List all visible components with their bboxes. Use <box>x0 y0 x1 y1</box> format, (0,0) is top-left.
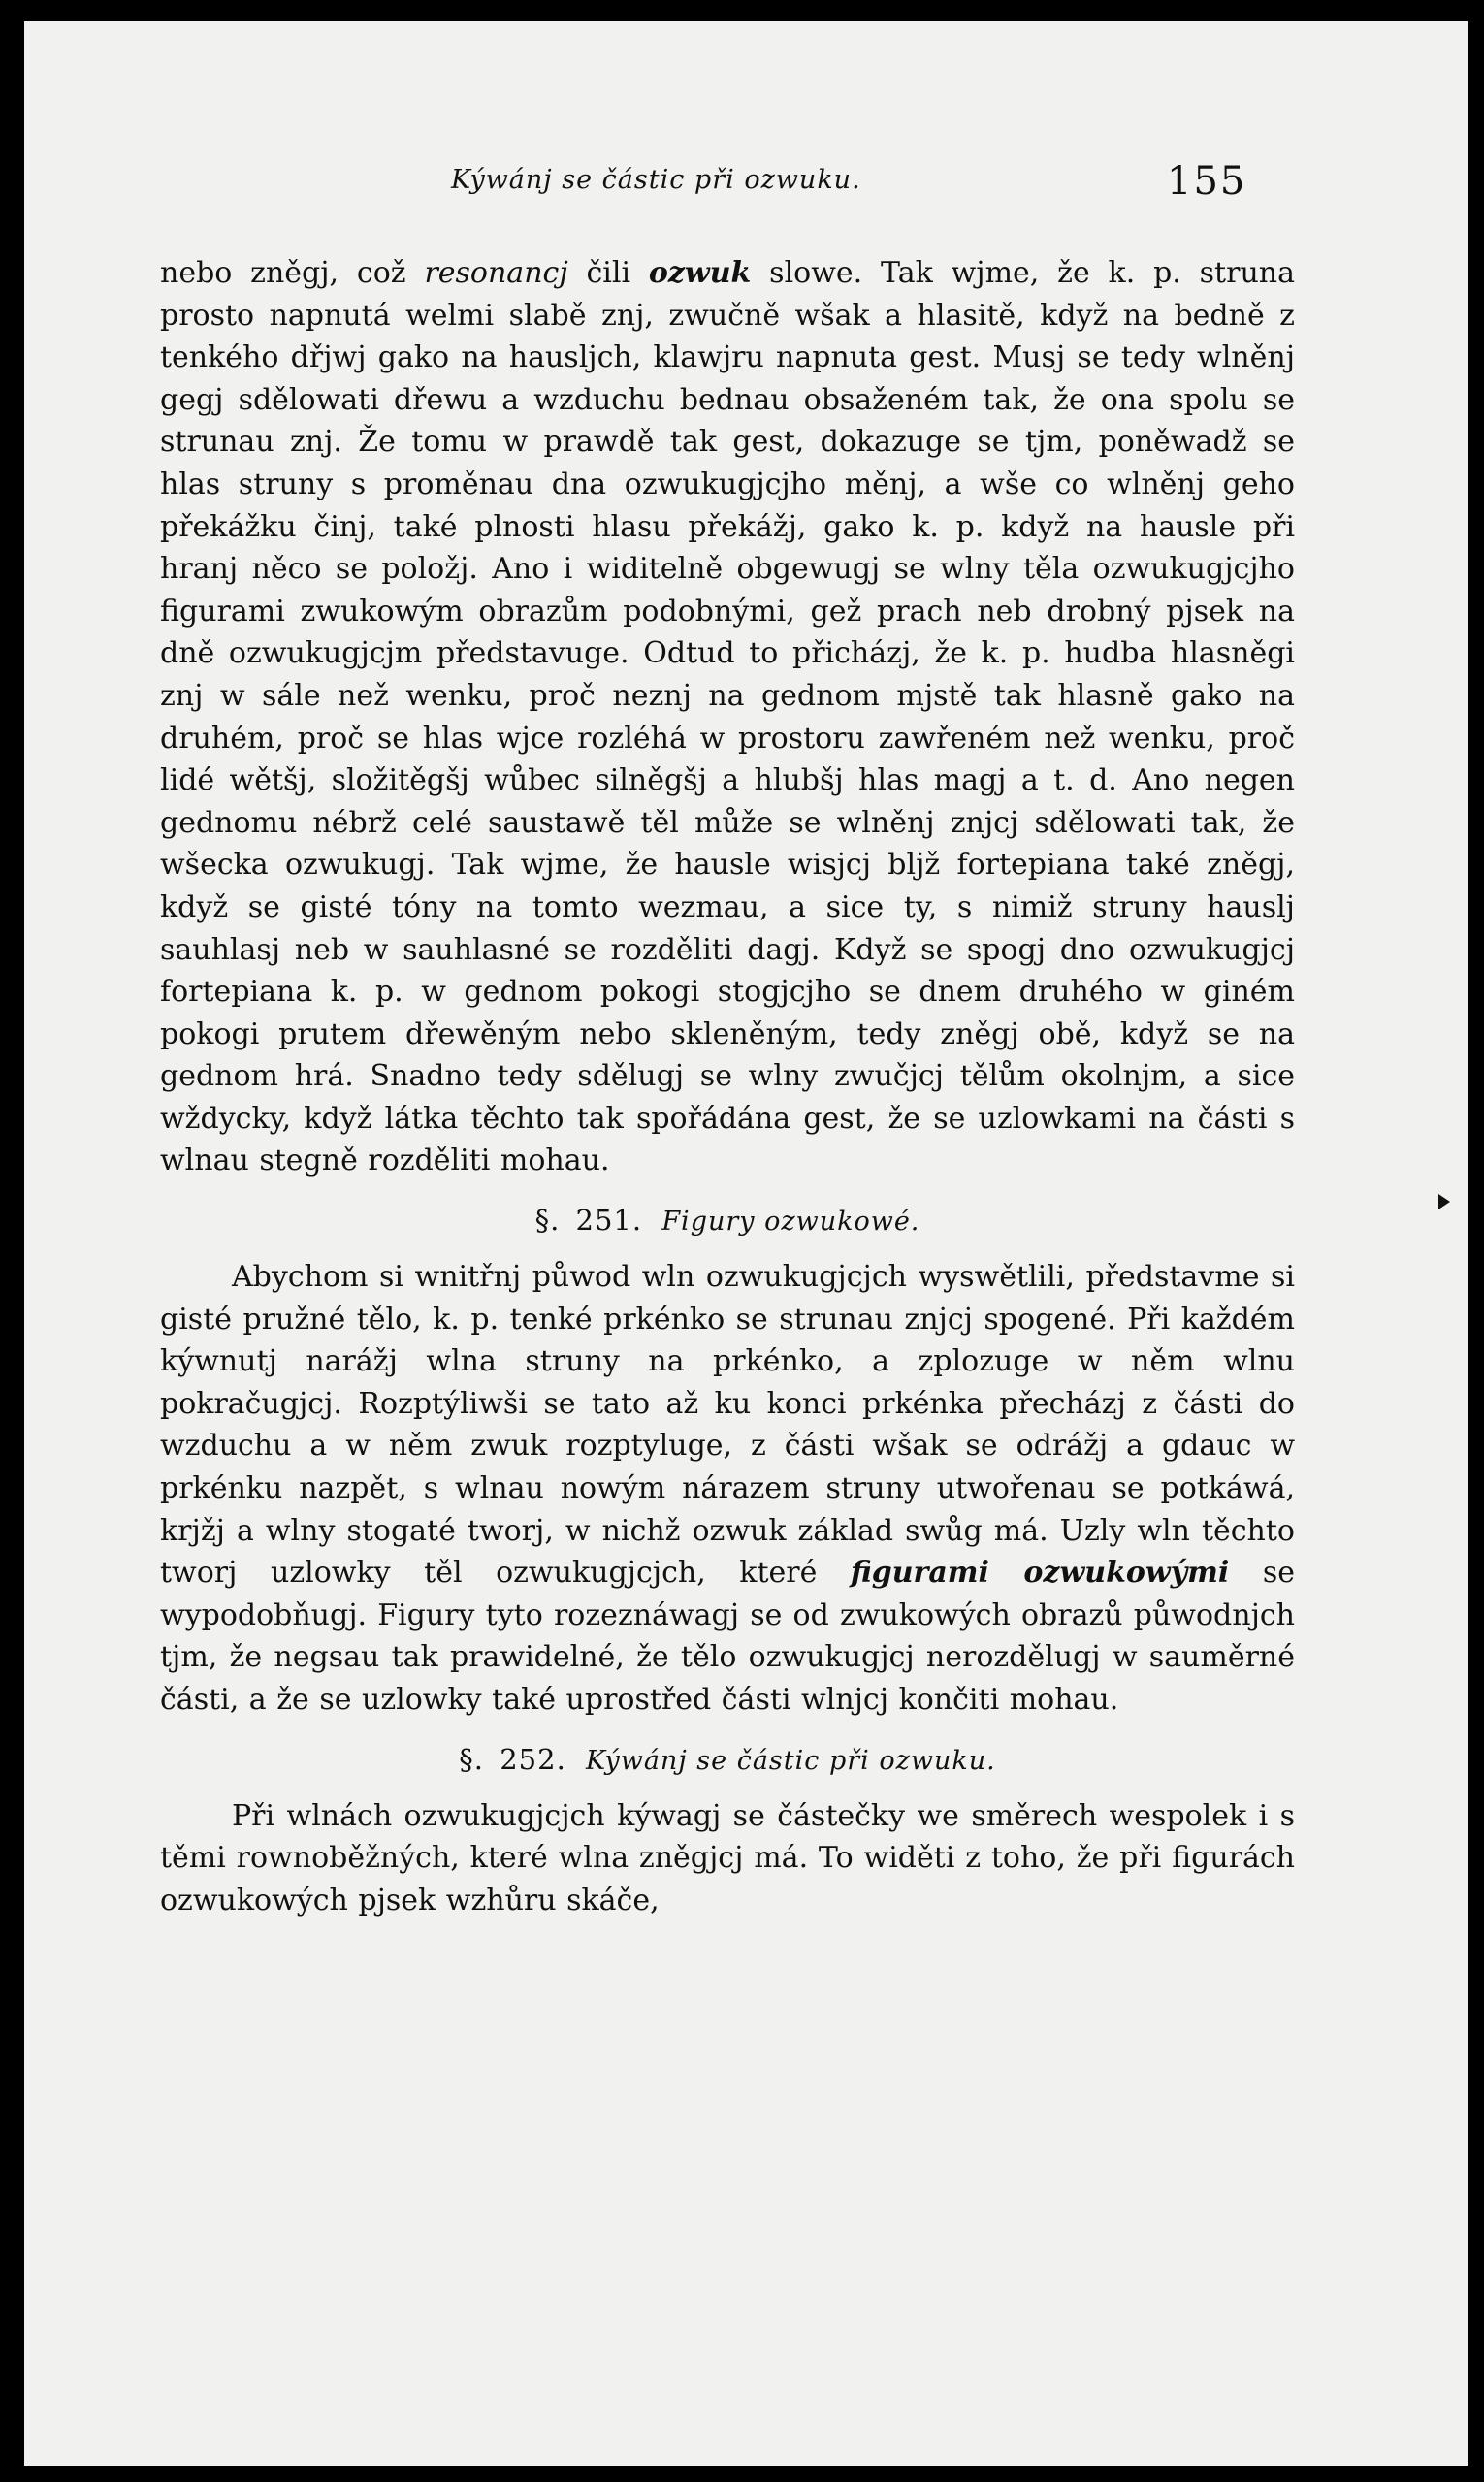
paragraph-3-text: Při wlnách ozwukugjcjch kýwagj se částečky we směrech wespolek i s těmi rownoběžných, které wlna zněgjcj má. To widěti z toho, že při figurách ozwukowých pjsek wzhůru skáče, <box>160 1798 1295 1918</box>
term-ozwuk: ozwuk <box>648 256 752 290</box>
paragraph-2 <box>160 1256 1295 1722</box>
section-251-heading <box>160 1204 1295 1237</box>
section-title: Kýwánj se částic při ozwuku. <box>586 1745 996 1776</box>
page-header <box>24 159 1468 217</box>
term-figurami-ozwukowymi: figurami ozwukowými <box>850 1556 1230 1591</box>
paragraph-1-text-a: nebo zněgj, což <box>160 256 425 290</box>
paragraph-2-text-b: se wypodobňugj. Figury tyto rozeznáwagj se od zwukowých obrazů půwodnjch tjm, že negsau tak prawidelné, že tělo ozwukugjcj nerozdělugj w sauměrné části, a že se uzlowky také uprostřed části wlnjcj končiti mohau. <box>160 1556 1295 1717</box>
term-resonancj: resonancj <box>424 256 568 290</box>
section-number: 252. <box>500 1742 566 1776</box>
section-symbol: §. <box>459 1742 485 1776</box>
page-body <box>160 252 1295 1921</box>
section-title: Figury ozwukowé. <box>661 1207 920 1238</box>
running-title: Kýwánj se částic při ozwuku. <box>451 165 861 195</box>
page-number: 155 <box>1167 159 1247 204</box>
paragraph-1-text-c: slowe. Tak wjme, že k. p. struna prosto napnutá welmi slabě znj, zwučně wšak a hlasitě, když na bedně z tenkého dřjwj gako na hausljch, klawjru napnuta gest. Musj se tedy wlněnj gegj sdělowati dřewu a wzduchu bednau obsaženém tak, že ona spolu se strunau znj. Že tomu w prawdě tak gest, dokazuge se tjm, poněwadž se hlas struny s proměnau dna ozwukugjcjho měnj, a wše co wlněnj geho překážku činj, také plnosti hlasu překážj, gako k. p. když na hausle při hranj něco se položj. Ano i widitelně obgewugj se wlny těla ozwukugjcjho figurami zwukowým obrazům podobnými, gež prach neb drobný pjsek na dně ozwukugjcjm představuge. Odtud to přicházj, že k. p. hudba hlasněgi znj w sále než wenku, proč neznj na gednom mjstě tak hlasně gako na druhém, proč se hlas wjce rozléhá w prostoru zawřeném než wenku, proč lidé wětšj, složitěgšj wůbec silněgšj a hlubšj hlas magj a t. d. Ano negen gednomu nébrž celé saustawě těl může se wlněnj znjcj sdělowati tak, že wšecka ozwukugj. Tak wjme, že hausle wisjcj bljž fortepiana také zněgj, když se gisté tóny na tomto wezmau, a sice ty, s nimiž struny hauslj sauhlasj neb w sauhlasné se rozděliti dagj. Když se spogj dno ozwukugjcj fortepiana k. p. w gednom pokogi stogjcjho se dnem druhého w giném pokogi prutem dřewěným nebo skleněným, tedy zněgj obě, když se na gednom hrá. Snadno tedy sdělugj se wlny zwučjcj tělům okolnjm, a sice wždycky, když látka těchto tak spořádána gest, že se uzlowkami na části s wlnau stegně rozděliti mohau. <box>160 256 1295 1178</box>
paragraph-1-text-b: čili <box>567 256 649 290</box>
book-page <box>24 21 1468 2466</box>
section-symbol: §. <box>534 1204 561 1238</box>
paragraph-2-text-a: Abychom si wnitřnj půwod wln ozwukugjcjch wyswětlili, představme si gisté pružné tělo, k. p. tenké prkénko se strunau znjcj spogené. Při každém kýwnutj narážj wlna struny na prkénko, a zplozuge w něm wlnu pokračugjcj. Rozptýliwši se tato až ku konci prkénka přecházj z části do wzduchu a w něm zwuk rozptyluge, z části wšak se odrážj a gdauc w prkénku nazpět, s wlnau nowým nárazem struny utwořenau se potkáwá, krjžj a wlny stogaté tworj, w nichž ozwuk základ swůg má. Uzly wln těchto tworj uzlowky těl ozwukugjcjch, které <box>160 1260 1295 1591</box>
paragraph-1 <box>160 252 1295 1182</box>
margin-mark <box>1438 1194 1450 1209</box>
section-252-heading <box>160 1743 1295 1776</box>
section-number: 251. <box>575 1204 643 1238</box>
paragraph-3 <box>160 1795 1295 1922</box>
